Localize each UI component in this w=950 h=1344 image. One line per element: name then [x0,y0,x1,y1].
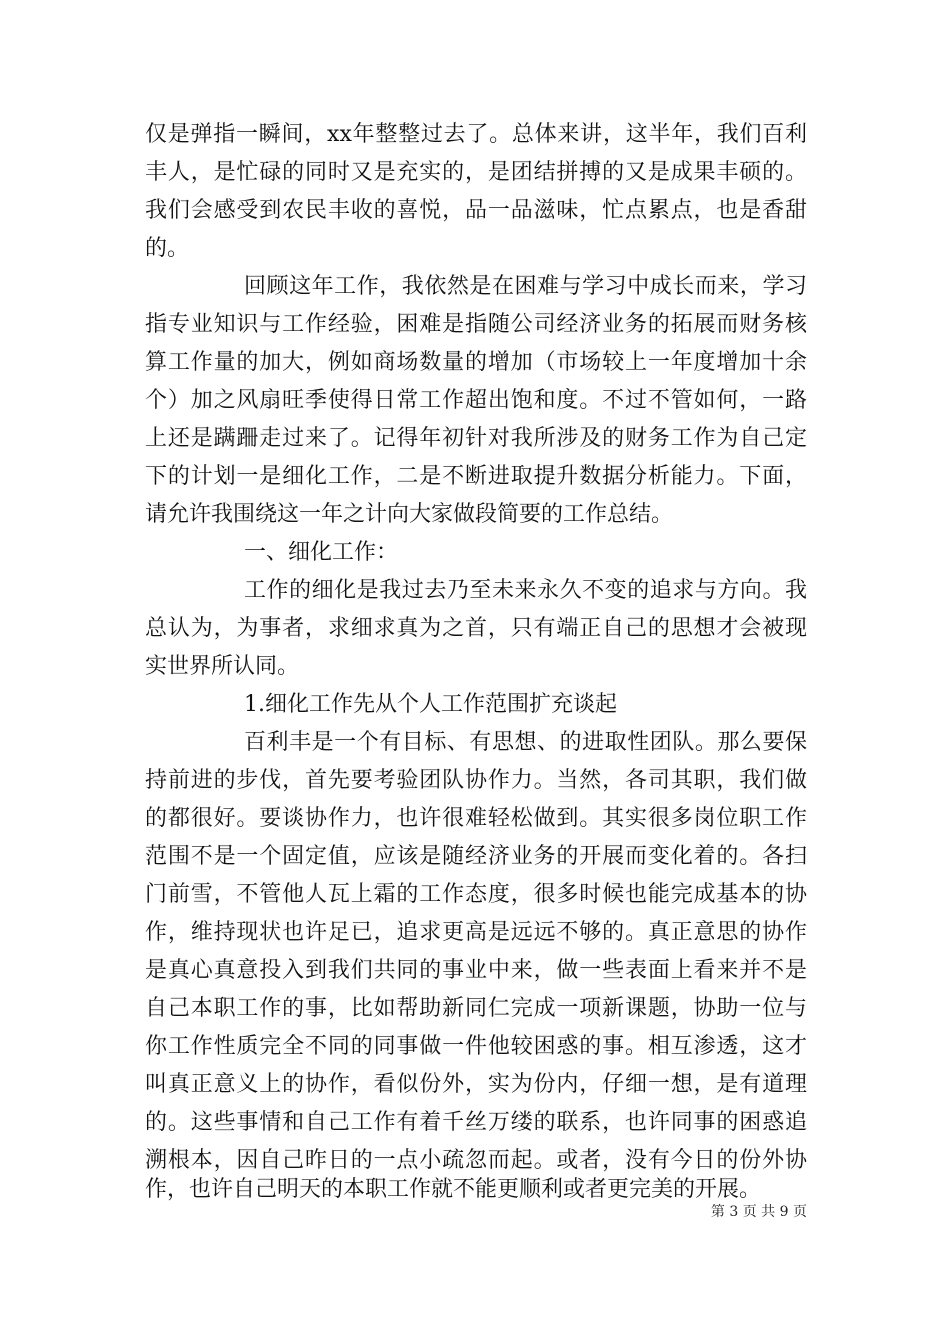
text-line: 作，也许自己明天的本职工作就不能更顺利或者更完美的开展。 [145,1177,762,1202]
text-line: 叫真正意义上的协作，看似份外，实为份内，仔细一想，是有道理 [145,1072,807,1097]
text-line: 上还是蹒跚走过来了。记得年初针对我所涉及的财务工作为自己定 [145,426,807,451]
paragraph-first-line: 工作的细化是我过去乃至未来永久不变的追求与方向。我 [244,578,807,603]
text-line: 我们会感受到农民丰收的喜悦，品一品滋味，忙点累点，也是香甜 [145,198,807,223]
text-line: 总认为，为事者，求细求真为之首，只有端正自己的思想才会被现 [145,616,807,641]
text-line: 请允许我围绕这一年之计向大家做段简要的工作总结。 [145,502,674,527]
text-line: 你工作性质完全不同的同事做一件他较困惑的事。相互渗透，这才 [145,1034,807,1059]
paragraph-first-line: 百利丰是一个有目标、有思想、的进取性团队。那么要保 [244,730,807,755]
text-line: 范围不是一个固定值，应该是随经济业务的开展而变化着的。各扫 [145,844,807,869]
paragraph-first-line: 回顾这年工作，我依然是在困难与学习中成长而来，学习 [244,274,807,299]
text-line: 自己本职工作的事，比如帮助新同仁完成一项新课题，协助一位与 [145,996,807,1021]
text-line: 实世界所认同。 [145,654,300,679]
text-line: 的都很好。要谈协作力，也许很难轻松做到。其实很多岗位职工作 [145,806,807,831]
text-line: 指专业知识与工作经验，困难是指随公司经济业务的拓展而财务核 [145,312,807,337]
text-line: 持前进的步伐，首先要考验团队协作力。当然，各司其职，我们做 [145,768,807,793]
text-line: 下的计划一是细化工作，二是不断进取提升数据分析能力。下面， [145,464,807,489]
text-line: 的。这些事情和自己工作有着千丝万缕的联系，也许同事的困惑追 [145,1110,807,1135]
text-line: 溯根本，因自己昨日的一点小疏忽而起。或者，没有今日的份外协 [145,1148,807,1173]
text-line: 个）加之风扇旺季使得日常工作超出饱和度。不过不管如何，一路 [145,388,807,413]
text-line: 的。 [145,236,190,261]
text-line: 作，维持现状也许足已，追求更高是远远不够的。真正意思的协作 [145,920,807,945]
section-heading: 一、细化工作： [244,540,399,565]
text-line: 仅是弹指一瞬间，xx年整整过去了。总体来讲，这半年，我们百利 [145,122,807,147]
subsection-heading: 1.细化工作先从个人工作范围扩充谈起 [244,692,617,717]
text-line: 是真心真意投入到我们共同的事业中来，做一些表面上看来并不是 [145,958,807,983]
text-line: 丰人，是忙碌的同时又是充实的，是团结拼搏的又是成果丰硕的。 [145,160,807,185]
text-line: 算工作量的加大，例如商场数量的增加（市场较上一年度增加十余 [145,350,807,375]
page-number-footer: 第 3 页 共 9 页 [710,1204,807,1220]
text-line: 门前雪，不管他人瓦上霜的工作态度，很多时候也能完成基本的协 [145,882,807,907]
